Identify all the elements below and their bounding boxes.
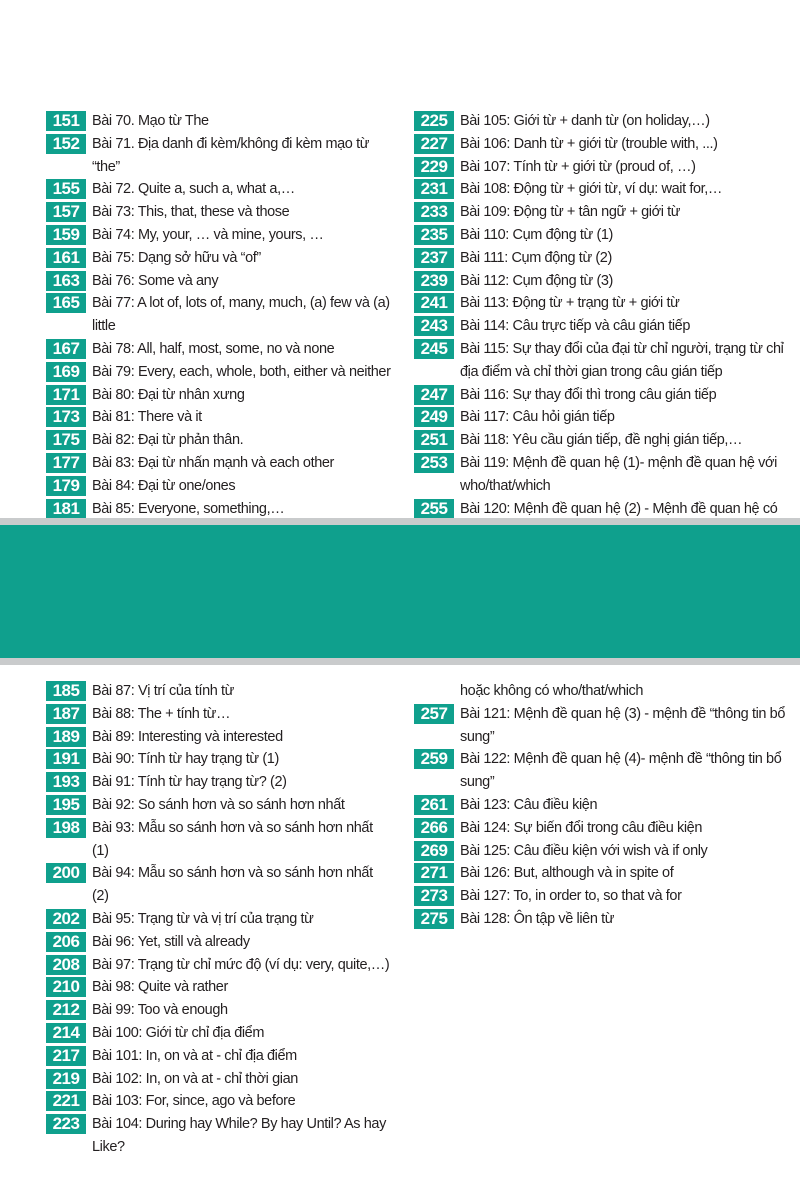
lesson-title: Bài 88: The + tính từ… xyxy=(92,705,231,722)
page-number-badge: 195 xyxy=(46,795,86,815)
lesson-title: Bài 77: A lot of, lots of, many, much, (a) few và (a) little xyxy=(92,295,390,335)
page-number-badge: 181 xyxy=(46,499,86,519)
page-number-badge: 266 xyxy=(414,818,454,838)
page-number-badge: 247 xyxy=(414,385,454,405)
page-number-badge: 171 xyxy=(46,385,86,405)
page-number-badge: 257 xyxy=(414,704,454,724)
lesson-title: Bài 127: To, in order to, so that và for xyxy=(460,888,682,905)
toc-entry xyxy=(46,429,391,452)
page-number-badge: 241 xyxy=(414,293,454,313)
toc-entry xyxy=(414,908,794,931)
toc-entry xyxy=(414,452,794,498)
page-number-badge: 229 xyxy=(414,157,454,177)
page-number-badge: 223 xyxy=(46,1114,86,1134)
lesson-title: Bài 126: But, although và in spite of xyxy=(460,865,674,882)
page-number-badge: 231 xyxy=(414,179,454,199)
toc-entry xyxy=(46,178,391,201)
toc-entry xyxy=(46,498,391,521)
page-number-badge: 157 xyxy=(46,202,86,222)
page-number-badge: 208 xyxy=(46,955,86,975)
lesson-title: Bài 120: Mệnh đề quan hệ (2) - Mệnh đề quan hệ có xyxy=(460,500,778,517)
page-number-badge: 163 xyxy=(46,271,86,291)
toc-entry xyxy=(46,748,391,771)
page-number-badge: 243 xyxy=(414,316,454,336)
toc-entry xyxy=(46,1090,391,1113)
toc-entry xyxy=(46,384,391,407)
page-number-badge: 269 xyxy=(414,841,454,861)
toc-entry xyxy=(46,1068,391,1091)
page-number-badge: 202 xyxy=(46,909,86,929)
lesson-title: Bài 99: Too và enough xyxy=(92,1002,228,1019)
toc-entry xyxy=(414,429,794,452)
page-number-badge: 185 xyxy=(46,681,86,701)
lesson-title: Bài 83: Đại từ nhấn mạnh và each other xyxy=(92,454,334,471)
lesson-title: Bài 96: Yet, still và already xyxy=(92,933,250,950)
toc-entry xyxy=(46,224,391,247)
lesson-title: Bài 70. Mạo từ The xyxy=(92,113,209,129)
lesson-title: Bài 102: In, on và at - chỉ thời gian xyxy=(92,1070,298,1087)
toc-entry xyxy=(46,817,391,863)
toc-entry xyxy=(46,361,391,384)
lesson-title: Bài 113: Động từ + trạng từ + giới từ xyxy=(460,295,680,312)
lesson-title: Bài 106: Danh từ + giới từ (trouble with, ...) xyxy=(460,135,718,152)
toc-entry xyxy=(46,703,391,726)
page-number-badge: 255 xyxy=(414,499,454,519)
lesson-title: Bài 98: Quite và rather xyxy=(92,979,228,996)
toc-entry xyxy=(46,931,391,954)
toc-entry xyxy=(46,270,391,293)
toc-entry xyxy=(414,817,794,840)
band-bottom-border xyxy=(0,658,800,665)
toc-entry xyxy=(46,1022,391,1045)
lesson-title: Bài 92: So sánh hơn và so sánh hơn nhất xyxy=(92,796,345,813)
lesson-title: Bài 107: Tính từ + giới từ (proud of, …) xyxy=(460,158,696,175)
page-number-badge: 198 xyxy=(46,818,86,838)
page-number-badge: 179 xyxy=(46,476,86,496)
page-number-badge: 167 xyxy=(46,339,86,359)
lesson-title: Bài 72. Quite a, such a, what a,… xyxy=(92,181,295,198)
lesson-title: Bài 74: My, your, … và mine, yours, … xyxy=(92,226,324,243)
page-number-badge: 271 xyxy=(414,863,454,883)
page-number-badge: 273 xyxy=(414,886,454,906)
page-number-badge: 219 xyxy=(46,1069,86,1089)
lesson-title: Bài 118: Yêu cầu gián tiếp, đề nghị gián tiếp,… xyxy=(460,432,743,449)
lesson-title: Bài 128: Ôn tập về liên từ xyxy=(460,910,615,927)
lesson-title: Bài 95: Trạng từ và vị trí của trạng từ xyxy=(92,910,314,927)
lesson-title: Bài 122: Mệnh đề quan hệ (4)- mệnh đề “thông tin bổ sung” xyxy=(460,751,782,791)
lesson-title: Bài 79: Every, each, whole, both, either và neither xyxy=(92,363,391,380)
toc-bottom-right-column xyxy=(414,680,794,931)
page-number-badge: 177 xyxy=(46,453,86,473)
lesson-title: Bài 82: Đại từ phản thân. xyxy=(92,432,244,449)
page-number-badge: 275 xyxy=(414,909,454,929)
toc-entry xyxy=(414,292,794,315)
page-number-badge: 151 xyxy=(46,111,86,131)
lesson-title: Bài 115: Sự thay đổi của đại từ chỉ người, trạng từ chỉ địa điểm và chỉ thời gian trong câu gián tiếp xyxy=(460,340,784,380)
toc-entry xyxy=(414,794,794,817)
toc-bottom-left-column xyxy=(46,680,391,1159)
toc-entry xyxy=(414,406,794,429)
lesson-title: Bài 116: Sự thay đổi thì trong câu gián tiếp xyxy=(460,386,717,403)
toc-top-right-column xyxy=(414,110,794,520)
lesson-title: Bài 76: Some và any xyxy=(92,272,219,289)
page-number-badge: 235 xyxy=(414,225,454,245)
lesson-title: Bài 75: Dạng sở hữu và “of” xyxy=(92,249,261,266)
page-number-badge: 251 xyxy=(414,430,454,450)
lesson-title: Bài 110: Cụm động từ (1) xyxy=(460,226,613,243)
page-number-badge: 200 xyxy=(46,863,86,883)
toc-entry xyxy=(414,703,794,749)
toc-entry xyxy=(46,338,391,361)
page-number-badge: 161 xyxy=(46,248,86,268)
lesson-title: Bài 125: Câu điều kiện với wish và if only xyxy=(460,842,708,859)
lesson-title: Bài 124: Sự biến đổi trong câu điều kiện xyxy=(460,819,702,836)
lesson-title: Bài 90: Tính từ hay trạng từ (1) xyxy=(92,751,279,768)
lesson-title: Bài 103: For, since, ago và before xyxy=(92,1093,296,1110)
lesson-title: Bài 117: Câu hỏi gián tiếp xyxy=(460,409,615,426)
lesson-title: Bài 71. Địa danh đi kèm/không đi kèm mạo từ “the” xyxy=(92,135,370,175)
lesson-title: Bài 100: Giới từ chỉ địa điểm xyxy=(92,1024,265,1041)
page-number-badge: 152 xyxy=(46,134,86,154)
page-number-badge: 206 xyxy=(46,932,86,952)
lesson-title: Bài 94: Mẫu so sánh hơn và so sánh hơn nhất (2) xyxy=(92,865,373,905)
page-number-badge: 189 xyxy=(46,727,86,747)
page-number-badge: 212 xyxy=(46,1000,86,1020)
lesson-title: Bài 87: Vị trí của tính từ xyxy=(92,683,234,699)
toc-entry xyxy=(414,862,794,885)
page-number-badge: 159 xyxy=(46,225,86,245)
page-number-badge: 175 xyxy=(46,430,86,450)
toc-top-left-column xyxy=(46,110,391,543)
toc-entry xyxy=(414,156,794,179)
toc-entry xyxy=(46,771,391,794)
toc-entry xyxy=(46,1045,391,1068)
lesson-title: Bài 84: Đại từ one/ones xyxy=(92,477,236,494)
toc-entry xyxy=(46,726,391,749)
page-number-badge: 217 xyxy=(46,1046,86,1066)
lesson-title: Bài 81: There và it xyxy=(92,409,202,426)
page-number-badge: 214 xyxy=(46,1023,86,1043)
toc-entry xyxy=(46,976,391,999)
lesson-title: Bài 121: Mệnh đề quan hệ (3) - mệnh đề “thông tin bổ sung” xyxy=(460,705,786,745)
lesson-title: Bài 112: Cụm động từ (3) xyxy=(460,272,613,289)
lesson-title: Bài 119: Mệnh đề quan hệ (1)- mệnh đề quan hệ với who/that/which xyxy=(460,454,777,494)
toc-entry xyxy=(46,452,391,475)
lesson-title: Bài 123: Câu điều kiện xyxy=(460,796,598,813)
page-number-badge: 169 xyxy=(46,362,86,382)
page-number-badge: 261 xyxy=(414,795,454,815)
toc-entry xyxy=(414,178,794,201)
page-number-badge: 210 xyxy=(46,977,86,997)
toc-entry xyxy=(46,908,391,931)
toc-entry xyxy=(46,954,391,977)
toc-entry xyxy=(414,885,794,908)
toc-entry xyxy=(46,133,391,179)
lesson-title: Bài 97: Trạng từ chỉ mức độ (ví dụ: very, quite,…) xyxy=(92,956,390,973)
lesson-title: Bài 101: In, on và at - chỉ địa điểm xyxy=(92,1047,297,1064)
lesson-title: Bài 80: Đại từ nhân xưng xyxy=(92,386,245,403)
toc-entry xyxy=(46,201,391,224)
page-number-badge: 187 xyxy=(46,704,86,724)
page-number-badge: 173 xyxy=(46,407,86,427)
toc-entry xyxy=(46,475,391,498)
lesson-title: Bài 85: Everyone, something,… xyxy=(92,500,285,517)
lesson-title: Bài 91: Tính từ hay trạng từ? (2) xyxy=(92,774,287,791)
toc-entry xyxy=(46,680,391,703)
toc-entry xyxy=(414,247,794,270)
lesson-title: Bài 111: Cụm động từ (2) xyxy=(460,249,612,266)
lesson-title: Bài 114: Câu trực tiếp và câu gián tiếp xyxy=(460,318,691,335)
toc-entry xyxy=(46,999,391,1022)
continued-entry-text: hoặc không có who/that/which xyxy=(460,683,644,699)
page-number-badge: 227 xyxy=(414,134,454,154)
toc-entry xyxy=(414,270,794,293)
toc-entry xyxy=(46,1113,391,1159)
toc-entry xyxy=(414,384,794,407)
toc-entry xyxy=(414,315,794,338)
page-number-badge: 225 xyxy=(414,111,454,131)
page-number-badge: 239 xyxy=(414,271,454,291)
toc-entry xyxy=(46,247,391,270)
toc-entry xyxy=(414,338,794,384)
toc-entry xyxy=(414,840,794,863)
lesson-title: Bài 78: All, half, most, some, no và none xyxy=(92,340,335,357)
band-top-border xyxy=(0,518,800,525)
page-number-badge: 259 xyxy=(414,749,454,769)
teal-divider-band xyxy=(0,525,800,658)
toc-entry xyxy=(414,201,794,224)
page-number-badge: 165 xyxy=(46,293,86,313)
toc-entry xyxy=(46,292,391,338)
lesson-title: Bài 109: Động từ + tân ngữ + giới từ xyxy=(460,204,681,221)
lesson-title: Bài 108: Động từ + giới từ, ví dụ: wait for,… xyxy=(460,181,722,198)
toc-entry xyxy=(414,224,794,247)
toc-entry xyxy=(414,498,794,521)
toc-entry xyxy=(46,110,391,133)
toc-entry xyxy=(414,748,794,794)
lesson-title: Bài 93: Mẫu so sánh hơn và so sánh hơn nhất (1) xyxy=(92,819,373,859)
page-number-badge: 193 xyxy=(46,772,86,792)
lesson-title: Bài 89: Interesting và interested xyxy=(92,728,283,745)
toc-entry xyxy=(46,862,391,908)
page-number-badge: 155 xyxy=(46,179,86,199)
lesson-title: Bài 73: This, that, these và those xyxy=(92,204,290,221)
page-number-badge: 191 xyxy=(46,749,86,769)
toc-entry xyxy=(46,794,391,817)
toc-entry xyxy=(414,110,794,133)
page-number-badge: 237 xyxy=(414,248,454,268)
lesson-title: Bài 104: During hay While? By hay Until? As hay Like? xyxy=(92,1116,386,1155)
page-number-badge: 233 xyxy=(414,202,454,222)
lesson-title: Bài 105: Giới từ + danh từ (on holiday,…) xyxy=(460,113,710,129)
page-number-badge: 245 xyxy=(414,339,454,359)
toc-entry xyxy=(46,406,391,429)
page-number-badge: 253 xyxy=(414,453,454,473)
page-number-badge: 249 xyxy=(414,407,454,427)
toc-entry xyxy=(414,133,794,156)
page-number-badge: 221 xyxy=(46,1091,86,1111)
